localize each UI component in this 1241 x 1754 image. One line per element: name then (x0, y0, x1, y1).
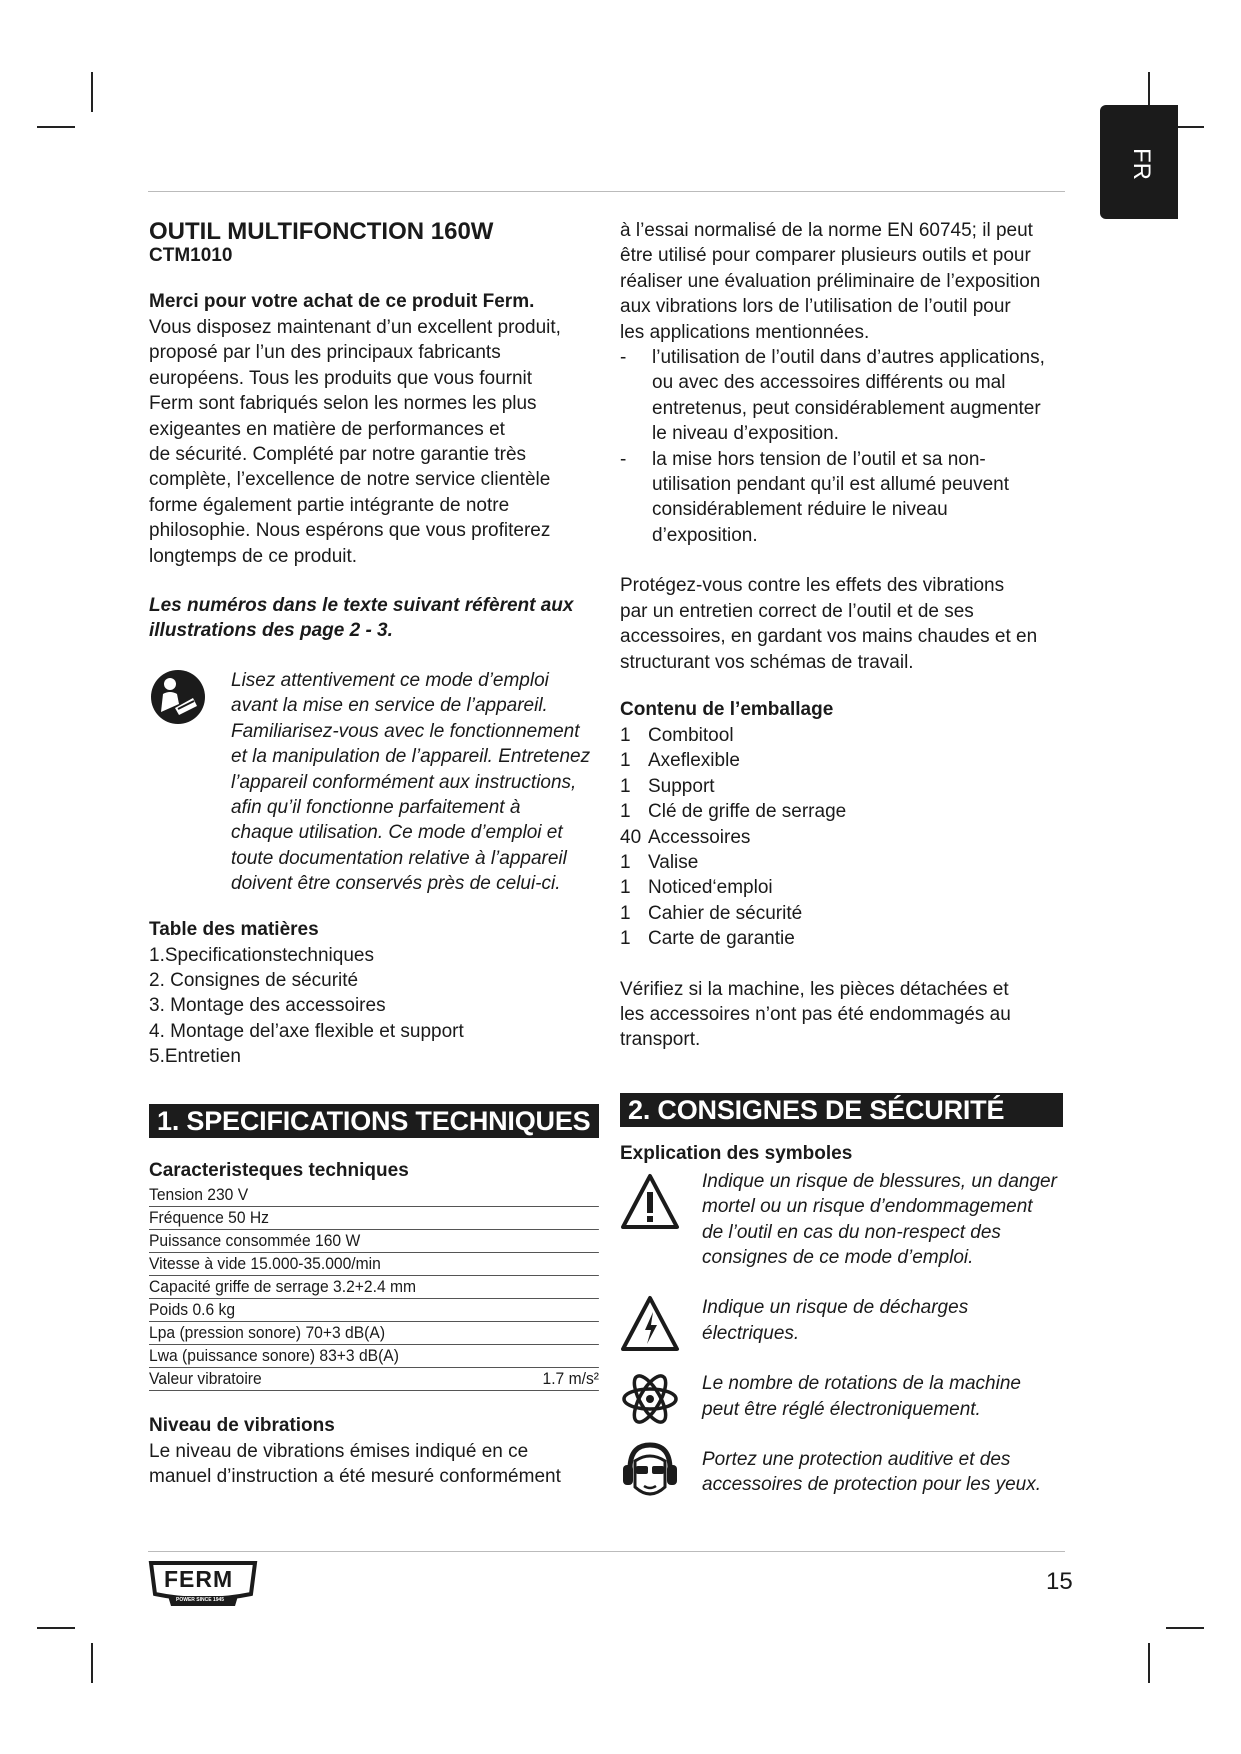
spec-row (149, 1276, 599, 1299)
electronic-speed-icon (620, 1369, 680, 1429)
page-title: OUTIL MULTIFONCTION 160W (149, 218, 494, 245)
toc-item: 5.Entretien (149, 1046, 241, 1068)
text-line: Ferm sont fabriqués selon les normes les plus (149, 393, 537, 415)
item-name: Valise (648, 851, 699, 873)
list-item (620, 774, 1080, 799)
item-qty: 1 (620, 775, 631, 797)
thanks-heading: Merci pour votre achat de ce produit Ferm. (149, 291, 535, 312)
text-line: illustrations des page 2 - 3. (149, 620, 393, 642)
text-line: complète, l’excellence de notre service clientèle (149, 469, 551, 491)
symbol-row (620, 1169, 1080, 1271)
item-qty: 1 (620, 750, 631, 772)
spec-table (149, 1184, 599, 1391)
text-line: les accessoires n’ont pas été endommagés au (620, 1003, 1011, 1025)
logo-text: FERM (164, 1566, 234, 1592)
spec-row (149, 1299, 599, 1322)
spec-row (149, 1253, 599, 1276)
text-line: Vous disposez maintenant d’un excellent produit, (149, 317, 561, 338)
package-list (620, 723, 1080, 952)
toc-heading: Table des matières (149, 918, 319, 940)
text-line: Protégez-vous contre les effets des vibrations (620, 575, 1005, 597)
toc-item: 4. Montage del’axe flexible et support (149, 1020, 464, 1042)
list-item (620, 850, 1080, 875)
text-line: l’appareil conformément aux instructions, (231, 771, 577, 793)
spec-row (149, 1184, 599, 1207)
list-item (620, 825, 1080, 850)
text-line: Vérifiez si la machine, les pièces détachées et (620, 978, 1009, 1000)
crop-mark (91, 1643, 93, 1683)
logo-tagline: POWER SINCE 1945 (176, 1597, 225, 1603)
crop-mark (91, 72, 93, 112)
spec-row (149, 1368, 599, 1391)
text-line: Familiarisez-vous avec le fonctionnement (231, 720, 580, 742)
spec-row (149, 1322, 599, 1345)
text-line: peut être réglé électroniquement. (702, 1398, 981, 1420)
bullet-item (620, 447, 1080, 549)
text-line: ou avec des accessoires différents ou mal (652, 372, 1006, 394)
symbol-text (702, 1169, 1080, 1271)
spec-row (149, 1207, 599, 1230)
list-item (620, 926, 1080, 951)
crop-mark (1148, 1643, 1150, 1683)
protect-paragraph (620, 573, 1080, 675)
vibration-heading: Niveau de vibrations (149, 1414, 335, 1436)
text-line: utilisation pendant qu’il est allumé peuvent (652, 474, 1010, 496)
spec-label: Lwa (puissance sonore) 83+3 dB(A) (149, 1345, 399, 1365)
spec-row (149, 1230, 599, 1253)
text-line: à l’essai normalisé de la norme EN 60745; il peut (620, 220, 1033, 241)
text-line: longtemps de ce produit. (149, 545, 358, 567)
text-line: consignes de ce mode d’emploi. (702, 1247, 974, 1268)
text-line: européens. Tous les produits que vous fournit (149, 367, 533, 389)
text-line: exigeantes en matière de performances et (149, 418, 505, 440)
check-paragraph (620, 977, 1080, 1053)
item-name: Axeflexible (648, 750, 740, 772)
illustration-note (149, 593, 599, 644)
text-line: Indique un risque de blessures, un danger (702, 1170, 1057, 1192)
item-name: Support (648, 775, 715, 797)
text-line: la mise hors tension de l’outil et sa non- (652, 448, 986, 470)
text-line: Portez une protection auditive et des (702, 1449, 1011, 1471)
text-line: Le nombre de rotations de la machine (702, 1373, 1021, 1395)
spec-label: Tension 230 V (149, 1184, 249, 1204)
toc-item: 3. Montage des accessoires (149, 995, 386, 1017)
toc-item: 2. Consignes de sécurité (149, 969, 359, 991)
warning-triangle-icon (620, 1173, 680, 1231)
text-line: réaliser une évaluation préliminaire de l’exposition (620, 270, 1041, 292)
item-qty: 1 (620, 902, 631, 924)
text-line: philosophie. Nous espérons que vous profiterez (149, 520, 551, 542)
item-qty: 1 (620, 724, 631, 746)
text-line: être utilisé pour comparer plusieurs outils et pour (620, 245, 1031, 267)
item-name: Accessoires (648, 826, 751, 848)
read-manual-text (231, 668, 599, 897)
list-item (620, 901, 1080, 926)
text-line: considérablement réduire le niveau (652, 499, 948, 521)
bullet-item (620, 345, 1080, 447)
text-line: Les numéros dans le texte suivant réfèrent aux (149, 595, 574, 617)
text-line: transport. (620, 1029, 701, 1051)
crop-mark (1166, 1627, 1204, 1629)
text-line: manuel d’instruction a été mesuré conformément (149, 1465, 561, 1487)
page-number: 15 (1046, 1568, 1073, 1595)
item-qty: 1 (620, 877, 631, 899)
text-line: aux vibrations lors de l’utilisation de l’outil pour (620, 296, 1011, 318)
safety-section-banner: 2. CONSIGNES DE SÉCURITÉ (620, 1093, 1063, 1127)
ferm-logo (148, 1560, 258, 1615)
spec-label: Poids 0.6 kg (149, 1299, 236, 1319)
text-line: de l’outil en cas du non-respect des (702, 1221, 1001, 1243)
crop-mark (37, 126, 75, 128)
text-line: doivent être conservés près de celui-ci. (231, 873, 561, 895)
text-line: accessoires, en gardant vos mains chaudes et en (620, 626, 1038, 648)
model-number: CTM1010 (149, 245, 233, 266)
text-line: le niveau d’exposition. (652, 423, 839, 445)
text-line: entretenus, peut considérablement augmenter (652, 397, 1041, 419)
spec-section-banner: 1. SPECIFICATIONS TECHNIQUES (149, 1104, 599, 1138)
item-name: Clé de griffe de serrage (648, 801, 847, 823)
vibration-paragraph (149, 1439, 599, 1490)
right-column (620, 218, 1080, 1498)
spec-label: Vitesse à vide 15.000-35.000/min (149, 1253, 381, 1273)
text-line: chaque utilisation. Ce mode d’emploi et (231, 822, 563, 844)
text-line: de sécurité. Complété par notre garantie très (149, 444, 527, 466)
text-line: électriques. (702, 1322, 800, 1344)
bullet-dash: - (620, 448, 627, 470)
text-line: toute documentation relative à l’appareil (231, 847, 567, 869)
text-line: et la manipulation de l’appareil. Entretenez (231, 746, 591, 768)
text-line: mortel ou un risque d’endommagement (702, 1196, 1033, 1218)
item-name: Noticed‘emploi (648, 877, 773, 899)
crop-mark (37, 1627, 75, 1629)
read-manual-icon (149, 668, 207, 726)
item-name: Carte de garantie (648, 928, 795, 950)
header-rule (148, 191, 1065, 192)
item-qty: 40 (620, 826, 642, 848)
text-line: structurant vos schémas de travail. (620, 651, 914, 673)
spec-label: Puissance consommée 160 W (149, 1230, 361, 1250)
symbol-row (620, 1295, 1080, 1346)
footer-rule (148, 1551, 1065, 1552)
symbol-text (702, 1295, 1080, 1346)
text-line: forme également partie intégrante de notre (149, 494, 510, 516)
electric-hazard-icon (620, 1295, 680, 1353)
vibration-continued (620, 218, 1080, 345)
table-of-contents (149, 943, 599, 1070)
text-line: Indique un risque de décharges (702, 1297, 969, 1319)
text-line: Lisez attentivement ce mode d’emploi (231, 669, 549, 691)
symbol-text (702, 1447, 1080, 1498)
language-label: FR (1128, 148, 1155, 180)
list-item (620, 799, 1080, 824)
text-line: proposé par l’un des principaux fabricants (149, 342, 501, 364)
text-line: par un entretien correct de l’outil et de ses (620, 600, 974, 622)
text-line: accessoires de protection pour les yeux. (702, 1474, 1042, 1496)
symbol-row (620, 1447, 1080, 1498)
item-qty: 1 (620, 801, 631, 823)
item-qty: 1 (620, 928, 631, 950)
item-name: Combitool (648, 724, 734, 746)
bullet-dash: - (620, 347, 627, 369)
text-line: Le niveau de vibrations émises indiqué en ce (149, 1440, 529, 1462)
text-line: les applications mentionnées. (620, 321, 870, 343)
spec-label: Capacité griffe de serrage 3.2+2.4 mm (149, 1276, 417, 1296)
toc-item: 1.Specificationstechniques (149, 944, 374, 966)
list-item (620, 748, 1080, 773)
symbols-heading: Explication des symboles (620, 1142, 853, 1164)
language-tab (1100, 105, 1178, 219)
spec-label: Lpa (pression sonore) 70+3 dB(A) (149, 1322, 386, 1342)
left-column (149, 218, 599, 1489)
ear-eye-protection-icon (620, 1441, 680, 1503)
read-manual-block (149, 668, 599, 897)
spec-label: Valeur vibratoire (149, 1368, 262, 1388)
symbol-text (702, 1371, 1080, 1422)
text-line: avant la mise en service de l’appareil. (231, 695, 548, 717)
spec-heading: Caracteristeques techniques (149, 1159, 409, 1181)
symbol-row (620, 1371, 1080, 1422)
item-qty: 1 (620, 851, 631, 873)
intro-paragraph (149, 315, 599, 569)
package-heading: Contenu de l’emballage (620, 698, 834, 720)
text-line: l’utilisation de l’outil dans d’autres applications, (652, 347, 1045, 369)
list-item (620, 723, 1080, 748)
spec-label: Fréquence 50 Hz (149, 1207, 269, 1227)
list-item (620, 875, 1080, 900)
text-line: afin qu’il fonctionne parfaitement à (231, 796, 521, 818)
item-name: Cahier de sécurité (648, 902, 803, 924)
spec-row (149, 1345, 599, 1368)
text-line: d’exposition. (652, 524, 758, 546)
spec-value: 1.7 m/s² (542, 1368, 600, 1388)
